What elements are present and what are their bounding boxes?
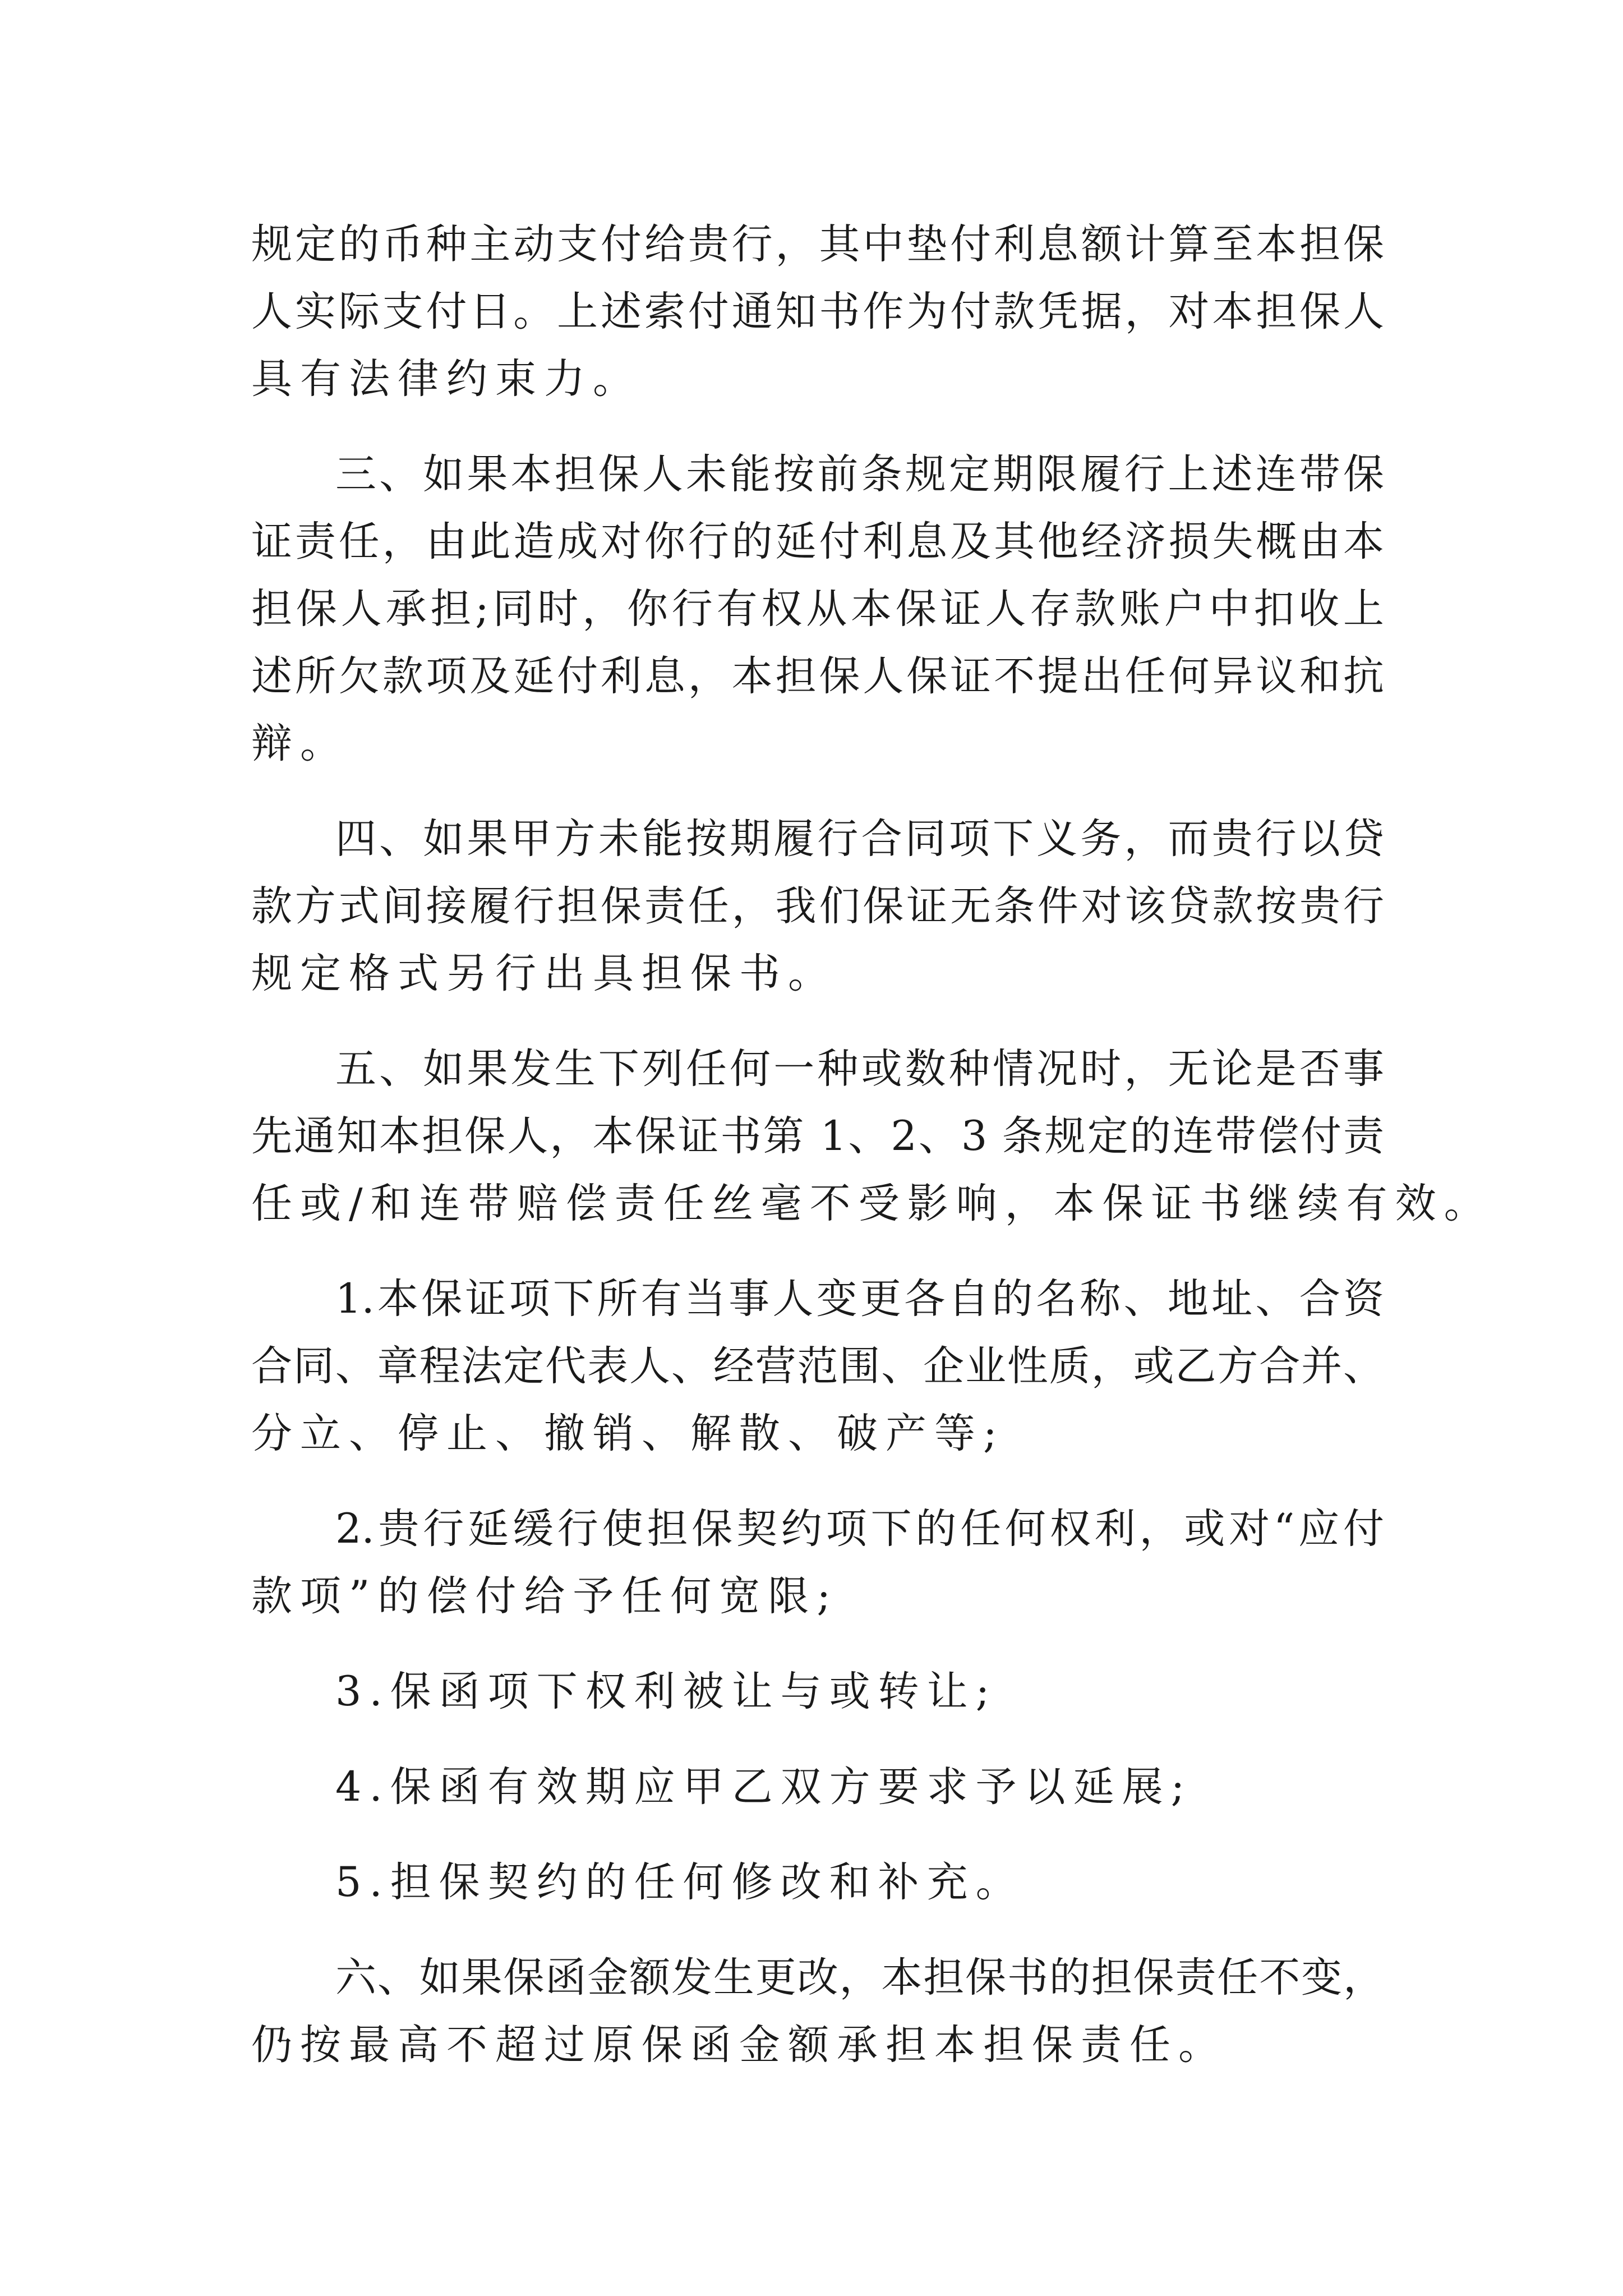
list-item-line: 2.贵行延缓行使担保契约项下的任何权利，或对“应付 <box>335 1505 1384 1553</box>
list-item-line: 1.本保证项下所有当事人变更各自的名称、地址、合资 <box>335 1275 1384 1323</box>
text-line: 款方式间接履行担保责任，我们保证无条件对该贷款按贵行 <box>251 882 1384 930</box>
text-line: 款项”的偿付给予任何宽限; <box>251 1572 838 1620</box>
text-line: 证责任，由此造成对你行的延付利息及其他经济损失概由本 <box>251 518 1384 565</box>
paragraph-start-line: 五、如果发生下列任何一种或数种情况时，无论是否事 <box>335 1045 1384 1093</box>
text-line: 担保人承担;同时，你行有权从本保证人存款账户中扣收上 <box>251 585 1384 633</box>
paragraph-start-line: 四、如果甲方未能按期履行合同项下义务，而贵行以贷 <box>335 815 1384 863</box>
text-line: 任或/和连带赔偿责任丝毫不受影响，本保证书继续有效。 <box>251 1180 1493 1227</box>
text-line: 分立、停止、撤销、解散、破产等; <box>251 1410 1005 1457</box>
text-line: 述所欠款项及延付利息，本担保人保证不提出任何异议和抗 <box>251 652 1384 700</box>
list-item-line: 3.保函项下权利被让与或转让; <box>335 1668 998 1715</box>
text-line: 规定格式另行出具担保书。 <box>251 950 837 997</box>
text-line: 辩。 <box>251 720 349 767</box>
text-line: 具有法律约束力。 <box>251 355 642 403</box>
text-line: 仍按最高不超过原保函金额承担本担保责任。 <box>251 2021 1227 2069</box>
list-item-line: 4.保函有效期应甲乙双方要求予以延展; <box>335 1763 1193 1811</box>
paragraph-start-line: 六、如果保函金额发生更改，本担保书的担保责任不变， <box>335 1954 1384 2001</box>
paragraph-start-line: 三、如果本担保人未能按前条规定期限履行上述连带保 <box>335 450 1384 498</box>
text-line: 规定的币种主动支付给贵行，其中垫付利息额计算至本担保 <box>251 220 1384 268</box>
text-line: 人实际支付日。上述索付通知书作为付款凭据，对本担保人 <box>251 288 1384 335</box>
text-line: 先通知本担保人，本保证书第 1、2、3 条规定的连带偿付责 <box>251 1112 1384 1160</box>
text-line: 合同、章程法定代表人、经营范围、企业性质，或乙方合并、 <box>251 1342 1384 1390</box>
list-item-line: 5.担保契约的任何修改和补充。 <box>335 1858 1025 1906</box>
